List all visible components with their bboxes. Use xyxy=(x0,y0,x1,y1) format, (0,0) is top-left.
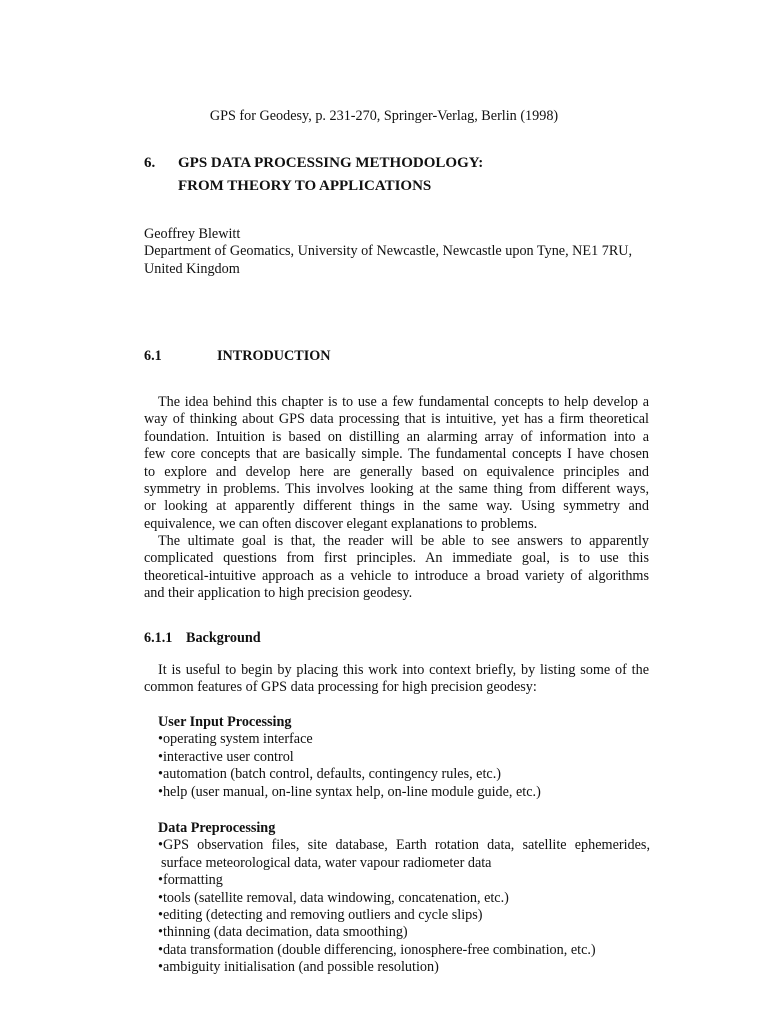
text-line: or looking at apparently different things in the same way. Using symmetry and xyxy=(144,498,649,515)
section-heading-introduction xyxy=(144,348,331,365)
citation-header: GPS for Geodesy, p. 231-270, Springer-Verlag, Berlin (1998) xyxy=(209,108,559,124)
chapter-title-line1: GPS DATA PROCESSING METHODOLOGY: xyxy=(178,155,484,171)
text-line: It is useful to begin by placing this work into context briefly, by listing some of the xyxy=(158,662,649,678)
text-line: complicated questions from first principles. An immediate goal, is to use this xyxy=(144,550,649,567)
intro-paragraph-2 xyxy=(144,533,649,603)
section-title: Background xyxy=(186,630,261,646)
author-name: Geoffrey Blewitt xyxy=(144,226,241,242)
section-heading-background xyxy=(144,630,261,647)
text-line: and their application to high precision geodesy. xyxy=(144,585,413,602)
list-item: •operating system interface xyxy=(158,731,313,748)
text-line: common features of GPS data processing for high precision geodesy: xyxy=(144,679,537,696)
user-input-processing-list xyxy=(158,714,650,801)
section-number: 6.1 xyxy=(144,348,162,364)
chapter-title-line2: FROM THEORY TO APPLICATIONS xyxy=(178,178,432,194)
chapter-number: 6. xyxy=(144,155,156,171)
text-line: way of thinking about GPS data processing that is intuitive, yet has a firm theoretical xyxy=(144,411,649,428)
list-item: •thinning (data decimation, data smoothing) xyxy=(158,924,408,941)
text-line: equivalence, we can often discover elegant explanations to problems. xyxy=(144,515,538,532)
text-line: few core concepts that are basically simple. The fundamental concepts I have chosen xyxy=(144,446,649,463)
list-item: •interactive user control xyxy=(158,748,294,765)
list-item: •automation (batch control, defaults, contingency rules, etc.) xyxy=(158,766,501,783)
list-item: •GPS observation files, site database, Earth rotation data, satellite ephemerides, xyxy=(158,837,650,854)
list-item: •data transformation (double differencing, ionosphere-free combination, etc.) xyxy=(158,941,596,958)
data-preprocessing-list xyxy=(158,820,650,977)
text-line: to explore and develop here are generally based on equivalence principles and xyxy=(144,463,649,480)
list-item: •ambiguity initialisation (and possible resolution) xyxy=(158,959,439,976)
text-line: foundation. Intuition is based on distilling an alarming array of information into a xyxy=(144,428,649,445)
text-line: The ultimate goal is that, the reader will be able to see answers to apparently xyxy=(158,533,649,549)
section-title: INTRODUCTION xyxy=(217,348,331,364)
author-affiliation-line1: Department of Geomatics, University of Newcastle, Newcastle upon Tyne, NE1 7RU, xyxy=(144,243,633,260)
chapter-title xyxy=(144,152,483,198)
list-item: •editing (detecting and removing outliers and cycle slips) xyxy=(158,907,483,924)
list-item: •help (user manual, on-line syntax help, on-line module guide, etc.) xyxy=(158,783,541,800)
text-line: theoretical-intuitive approach as a vehicle to introduce a broad variety of algorithms xyxy=(144,567,649,584)
list-heading: Data Preprocessing xyxy=(158,820,276,836)
text-line: The idea behind this chapter is to use a few fundamental concepts to help develop a xyxy=(158,394,649,410)
author-affiliation-line2: United Kingdom xyxy=(144,260,240,277)
background-paragraph xyxy=(144,662,649,697)
text-line: symmetry in problems. This involves looking at the same thing from different ways, xyxy=(144,481,649,498)
author-block xyxy=(144,226,654,278)
section-number: 6.1.1 xyxy=(144,630,173,646)
list-item: •tools (satellite removal, data windowing, concatenation, etc.) xyxy=(158,889,509,906)
intro-paragraph-1 xyxy=(144,394,649,533)
list-item-continuation: surface meteorological data, water vapour radiometer data xyxy=(161,854,492,871)
list-heading: User Input Processing xyxy=(158,714,292,730)
list-item: •formatting xyxy=(158,872,223,889)
